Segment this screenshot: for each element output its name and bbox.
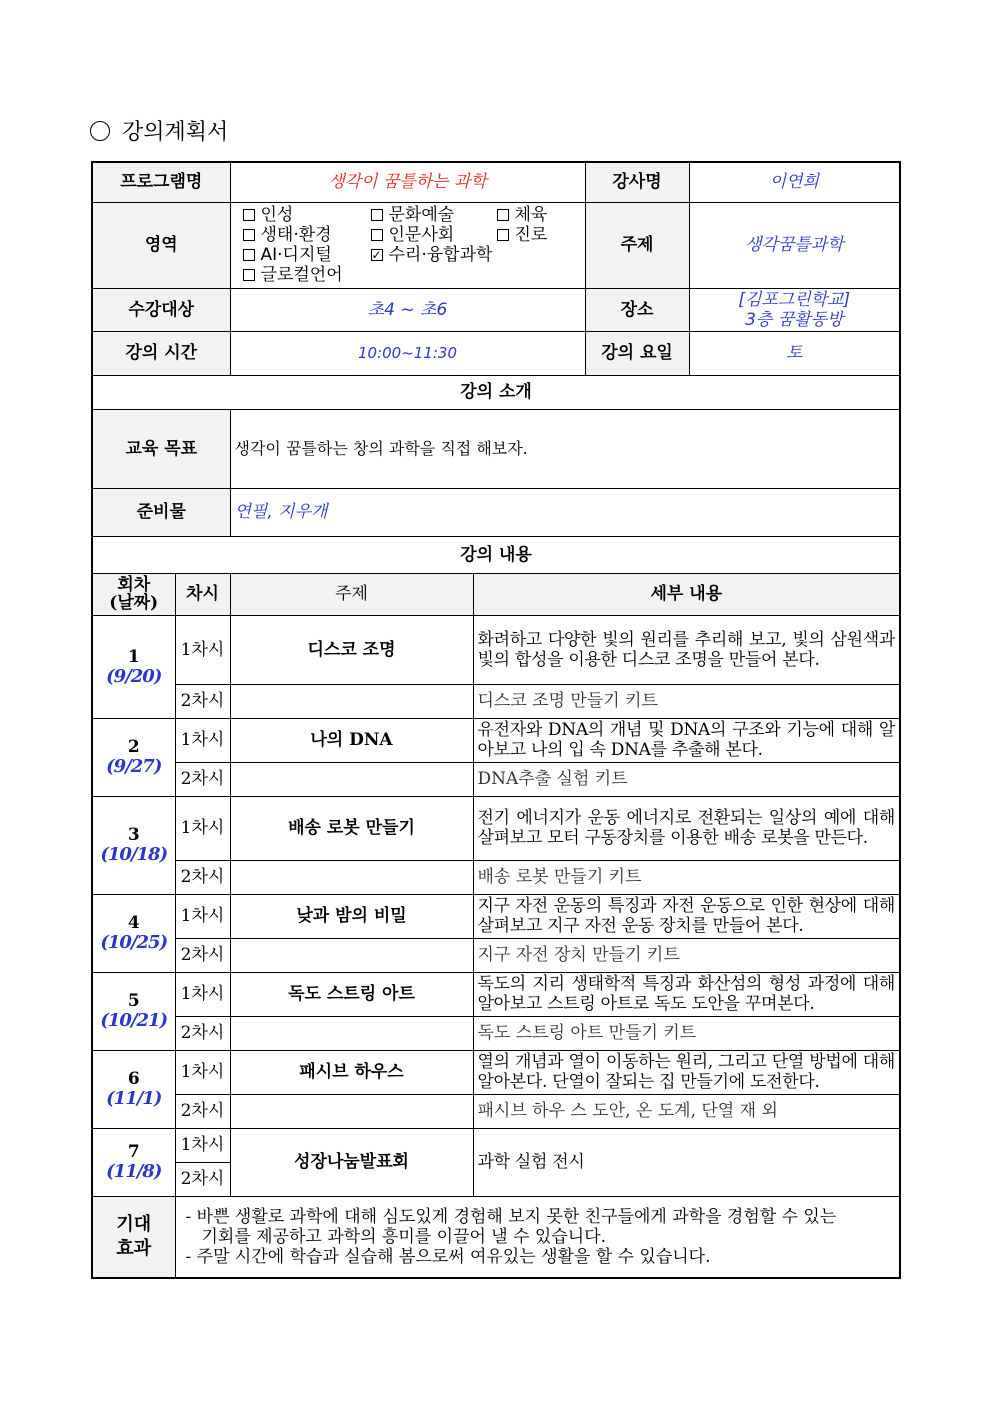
day-value: 토 (689, 331, 900, 375)
empty-cell (230, 684, 473, 718)
session-detail: 과학 실험 전시 (473, 1128, 900, 1196)
checkbox-icon[interactable] (371, 229, 383, 241)
col-topic-header: 주제 (230, 573, 473, 615)
session-kit: DNA추출 실험 키트 (473, 762, 900, 796)
target-label: 수강대상 (92, 288, 230, 331)
time-label: 강의 시간 (92, 331, 230, 375)
instructor-value: 이연희 (689, 162, 900, 202)
area-label: 영역 (92, 202, 230, 288)
program-label: 프로그램명 (92, 162, 230, 202)
session-topic: 나의 DNA (230, 718, 473, 762)
session-topic: 배송 로봇 만들기 (230, 796, 473, 860)
area-option[interactable]: 체육 (497, 205, 548, 225)
area-option[interactable]: 문화예술 (371, 205, 497, 225)
session-detail: 전기 에너지가 운동 에너지로 전환되는 일상의 예에 대해 살펴보고 모터 구동장치를 이용한 배송 로봇을 만든다. (473, 796, 900, 860)
session-number-cell: 1 (9/20) (92, 615, 175, 718)
session-topic: 성장나눔발표회 (230, 1128, 473, 1196)
col-session-header: 회차 (날짜) (92, 573, 175, 615)
checkbox-icon[interactable] (243, 249, 255, 261)
table-row (92, 684, 900, 718)
document-title: 강의계획서 (122, 120, 229, 145)
period-label: 2차시 (175, 860, 230, 894)
session-number-cell: 2 (9/27) (92, 718, 175, 796)
checkbox-icon[interactable] (243, 209, 255, 221)
empty-cell (230, 762, 473, 796)
goal-label: 교육 목표 (92, 409, 230, 488)
table-row (92, 972, 900, 1016)
program-value: 생각이 꿈틀하는 과학 (230, 162, 585, 202)
content-section-title: 강의 내용 (92, 536, 900, 573)
effect-line-2: - 주말 시간에 학습과 실습해 봄으로써 여유있는 생활을 할 수 있습니다. (185, 1246, 711, 1267)
session-topic: 패시브 하우스 (230, 1050, 473, 1094)
period-label: 1차시 (175, 1050, 230, 1094)
table-row (92, 1128, 900, 1162)
intro-section-title: 강의 소개 (92, 375, 900, 409)
table-row (92, 718, 900, 762)
topic-value: 생각꿈틀과학 (689, 202, 900, 288)
empty-cell (230, 1094, 473, 1128)
place-line-1: [김포그린학교] (738, 289, 851, 310)
session-topic: 독도 스트링 아트 (230, 972, 473, 1016)
session-number-cell: 3 (10/18) (92, 796, 175, 894)
session-number-cell: 7 (11/8) (92, 1128, 175, 1196)
period-label: 1차시 (175, 1128, 230, 1162)
period-label: 2차시 (175, 1162, 230, 1196)
checkbox-icon[interactable] (497, 209, 509, 221)
instructor-label: 강사명 (585, 162, 689, 202)
area-option[interactable]: ✓ 수리·융합과학 (371, 245, 493, 265)
session-topic: 디스코 조명 (230, 615, 473, 684)
target-value: 초4 ~ 초6 (230, 288, 585, 331)
table-row (92, 860, 900, 894)
period-label: 1차시 (175, 972, 230, 1016)
area-option[interactable]: 생태·환경 (243, 225, 371, 245)
checkbox-icon[interactable] (243, 229, 255, 241)
empty-cell (230, 860, 473, 894)
checkbox-icon[interactable] (497, 229, 509, 241)
area-option[interactable]: AI·디지털 (243, 245, 371, 265)
lecture-plan-table (91, 161, 901, 1279)
period-label: 1차시 (175, 894, 230, 938)
period-label: 1차시 (175, 718, 230, 762)
session-topic: 낮과 밤의 비밀 (230, 894, 473, 938)
period-label: 1차시 (175, 615, 230, 684)
table-row (92, 1016, 900, 1050)
supplies-value: 연필, 지우개 (230, 488, 900, 536)
effect-content (175, 1196, 900, 1278)
time-value: 10:00~11:30 (230, 331, 585, 375)
session-number-cell: 6 (11/1) (92, 1050, 175, 1128)
session-kit: 독도 스트링 아트 만들기 키트 (473, 1016, 900, 1050)
session-kit: 배송 로봇 만들기 키트 (473, 860, 900, 894)
place-value (689, 288, 900, 331)
topic-label: 주제 (585, 202, 689, 288)
period-label: 1차시 (175, 796, 230, 860)
session-detail: 독도의 지리 생태학적 특징과 화산섬의 형성 과정에 대해 알아보고 스트링 아트로 독도 도안을 꾸며본다. (473, 972, 900, 1016)
table-row (92, 762, 900, 796)
supplies-label: 준비물 (92, 488, 230, 536)
checkbox-icon[interactable] (243, 269, 255, 281)
place-label: 장소 (585, 288, 689, 331)
period-label: 2차시 (175, 684, 230, 718)
session-number-cell: 5 (10/21) (92, 972, 175, 1050)
day-label: 강의 요일 (585, 331, 689, 375)
table-row (92, 894, 900, 938)
table-row (92, 1050, 900, 1094)
session-kit: 지구 자전 장치 만들기 키트 (473, 938, 900, 972)
session-detail: 열의 개념과 열이 이동하는 원리, 그리고 단열 방법에 대해 알아본다. 단열이 잘되는 집 만들기에 도전한다. (473, 1050, 900, 1094)
table-row (92, 1094, 900, 1128)
session-kit: 디스코 조명 만들기 키트 (473, 684, 900, 718)
table-row (92, 615, 900, 684)
area-option[interactable]: 글로컬언어 (243, 265, 343, 285)
effect-line-1-cont: 기회를 제공하고 과학의 흥미를 이끌어 낼 수 있습니다. (201, 1226, 607, 1247)
table-row (92, 938, 900, 972)
effect-label: 기대 효과 (92, 1196, 175, 1278)
place-line-2: 3층 꿈활동방 (745, 309, 844, 330)
session-kit: 패시브 하우 스 도안, 온 도계, 단열 재 외 (473, 1094, 900, 1128)
period-label: 2차시 (175, 938, 230, 972)
session-detail: 유전자와 DNA의 개념 및 DNA의 구조와 기능에 대해 알아보고 나의 입 속 DNA를 추출해 본다. (473, 718, 900, 762)
col-period-header: 차시 (175, 573, 230, 615)
checkbox-icon[interactable] (371, 209, 383, 221)
area-option[interactable]: 진로 (497, 225, 548, 245)
goal-value: 생각이 꿈틀하는 창의 과학을 직접 해보자. (230, 409, 900, 488)
area-option[interactable]: 인성 (243, 205, 371, 225)
circle-bullet-icon (90, 121, 110, 141)
col-detail-header: 세부 내용 (473, 573, 900, 615)
session-detail: 지구 자전 운동의 특징과 자전 운동으로 인한 현상에 대해 살펴보고 지구 자전 운동 장치를 만들어 본다. (473, 894, 900, 938)
table-row (92, 796, 900, 860)
session-detail: 화려하고 다양한 빛의 원리를 추리해 보고, 빛의 삼원색과 빛의 합성을 이용한 디스코 조명을 만들어 본다. (473, 615, 900, 684)
area-options (230, 202, 585, 288)
effect-line-1: - 바쁜 생활로 과학에 대해 심도있게 경험해 보지 못한 친구들에게 과학을 경험할 수 있는 (185, 1206, 837, 1227)
empty-cell (230, 1016, 473, 1050)
period-label: 2차시 (175, 1016, 230, 1050)
area-option[interactable]: 인문사회 (371, 225, 497, 245)
session-number-cell: 4 (10/25) (92, 894, 175, 972)
period-label: 2차시 (175, 762, 230, 796)
checked-checkbox-icon[interactable] (371, 249, 383, 261)
document-heading (90, 115, 228, 146)
empty-cell (230, 938, 473, 972)
period-label: 2차시 (175, 1094, 230, 1128)
